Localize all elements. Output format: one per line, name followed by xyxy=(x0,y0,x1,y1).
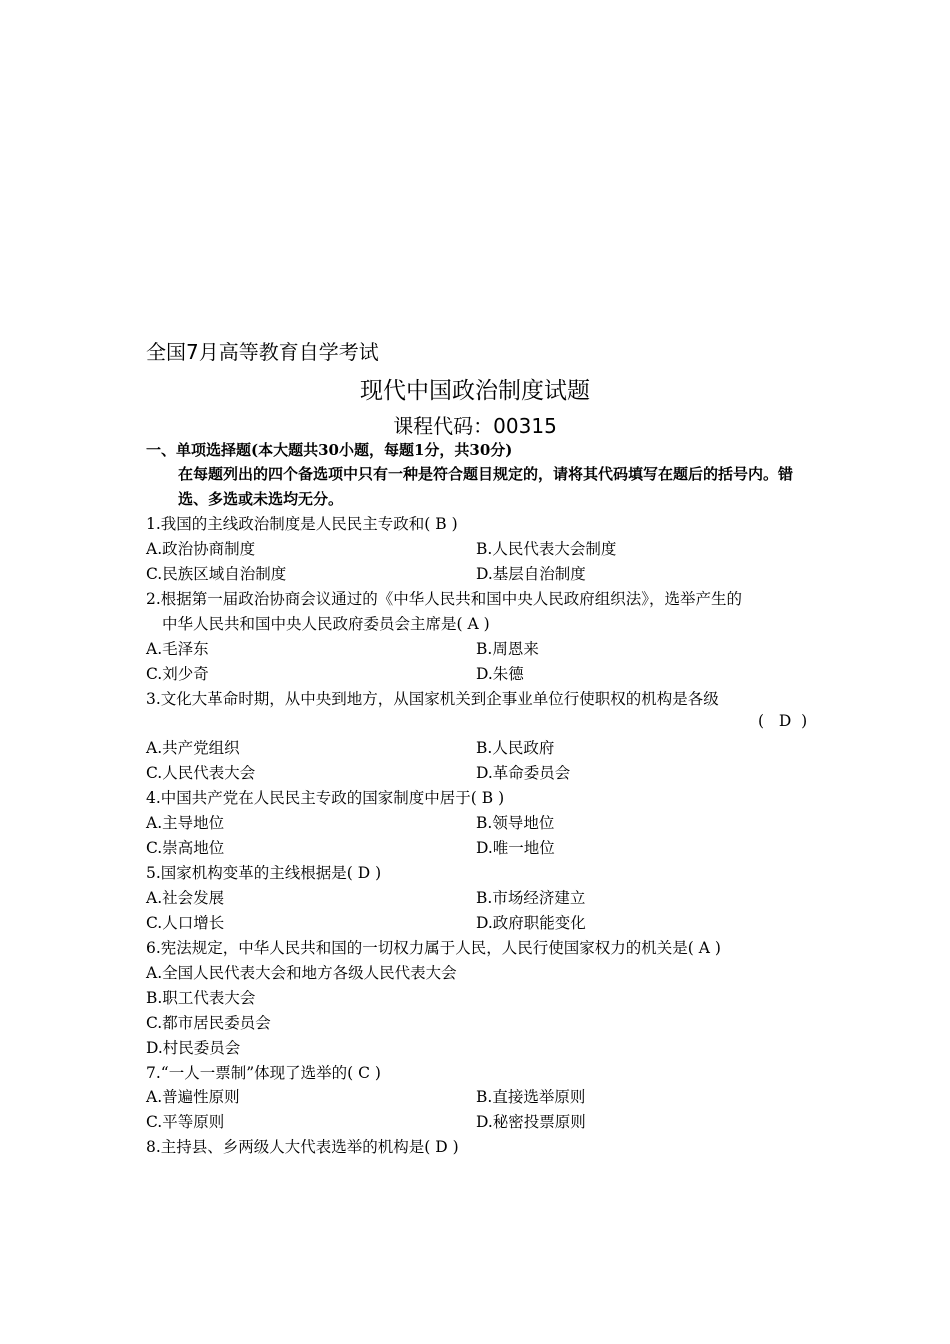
option: A.共产党组织 xyxy=(146,739,240,757)
option: D.基层自治制度 xyxy=(476,565,586,583)
question-stem: 3.文化大革命时期，从中央到地方，从国家机关到企事业单位行使职权的机构是各级 xyxy=(146,690,719,708)
exam-name: 全国7月高等教育自学考试 xyxy=(146,340,379,364)
option: C.人口增长 xyxy=(146,914,225,932)
option: D.秘密投票原则 xyxy=(476,1113,586,1131)
paper-title: 现代中国政治制度试题 xyxy=(360,378,590,404)
question-stem: 8.主持县、乡两级人大代表选举的机构是( D ) xyxy=(146,1138,459,1156)
section-instructions: 在每题列出的四个备选项中只有一种是符合题目规定的，请将其代码填写在题后的括号内。错选、多选或未选均无分。 xyxy=(178,465,794,508)
option: A.社会发展 xyxy=(146,889,225,907)
option: B.直接选举原则 xyxy=(476,1088,586,1106)
question-stem: 2.根据第一届政治协商会议通过的《中华人民共和国中央人民政府组织法》，选举产生的 xyxy=(146,590,743,608)
option: A.普遍性原则 xyxy=(146,1088,240,1106)
question-stem: 5.国家机构变革的主线根据是( D ) xyxy=(146,864,382,882)
section-heading: 一、单项选择题(本大题共30小题，每题1分，共30分) xyxy=(146,441,513,459)
option: B.领导地位 xyxy=(476,814,555,832)
option: D.政府职能变化 xyxy=(476,914,586,932)
option: D.村民委员会 xyxy=(146,1039,241,1057)
question-stem: 4.中国共产党在人民民主专政的国家制度中居于( B ) xyxy=(146,789,505,807)
option: B.职工代表大会 xyxy=(146,989,256,1007)
option: C.平等原则 xyxy=(146,1113,225,1131)
question-stem: 1.我国的主线政治制度是人民民主专政和( B ) xyxy=(146,515,458,533)
option: C.崇高地位 xyxy=(146,839,225,857)
option: B.人民代表大会制度 xyxy=(476,540,617,558)
option: D.革命委员会 xyxy=(476,764,571,782)
option: C.刘少奇 xyxy=(146,665,209,683)
option: C.人民代表大会 xyxy=(146,764,256,782)
option: A.主导地位 xyxy=(146,814,225,832)
option: D.朱德 xyxy=(476,665,524,683)
option: A.毛泽东 xyxy=(146,640,209,658)
option: B.市场经济建立 xyxy=(476,889,586,907)
course-code: 课程代码：00315 xyxy=(393,414,557,438)
option: B.周恩来 xyxy=(476,640,539,658)
option: C.民族区域自治制度 xyxy=(146,565,287,583)
question-stem: 6.宪法规定，中华人民共和国的一切权力属于人民，人民行使国家权力的机关是( A ) xyxy=(146,939,721,957)
answer-bracket: ( D ) xyxy=(758,712,808,730)
option: A.全国人民代表大会和地方各级人民代表大会 xyxy=(146,964,457,982)
question-stem-continued: 中华人民共和国中央人民政府委员会主席是( A ) xyxy=(162,615,490,633)
option: C.都市居民委员会 xyxy=(146,1014,271,1032)
option: D.唯一地位 xyxy=(476,839,555,857)
option: B.人民政府 xyxy=(476,739,555,757)
option: A.政治协商制度 xyxy=(146,540,256,558)
question-stem: 7.“一人一票制”体现了选举的( C ) xyxy=(146,1064,381,1082)
